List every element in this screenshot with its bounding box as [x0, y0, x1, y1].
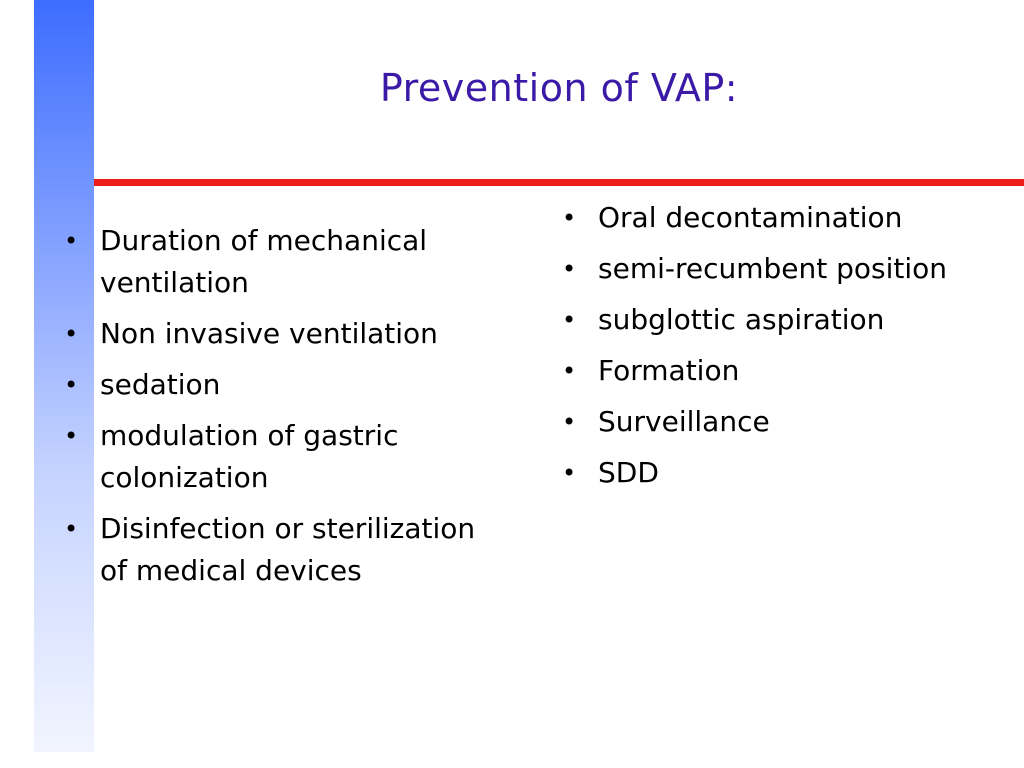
list-item-text: Oral decontamination: [598, 201, 903, 234]
bullet-icon: •: [562, 408, 577, 436]
list-item: [556, 248, 1011, 290]
list-item-text: Duration of mechanical ventilation: [100, 224, 428, 299]
list-item-text: semi-recumbent position: [598, 252, 948, 285]
list-item-text: subglottic aspiration: [598, 303, 885, 336]
list-item: [58, 220, 508, 304]
list-item-text: modulation of gastric colonization: [100, 419, 399, 494]
list-item-text: SDD: [598, 456, 659, 489]
right-bullet-list: [556, 197, 1011, 503]
bullet-icon: •: [562, 459, 577, 487]
list-item: [58, 508, 508, 592]
bullet-icon: •: [64, 515, 79, 543]
list-item: [556, 299, 1011, 341]
list-item: [556, 401, 1011, 443]
left-bullet-list: [58, 220, 508, 601]
list-item: [58, 313, 508, 355]
list-item: [58, 415, 508, 499]
bullet-icon: •: [562, 255, 577, 283]
title-divider: [94, 179, 1024, 186]
bullet-icon: •: [64, 371, 79, 399]
slide-title: Prevention of VAP:: [379, 66, 739, 110]
bullet-icon: •: [64, 320, 79, 348]
list-item: [556, 452, 1011, 494]
list-item: [556, 197, 1011, 239]
list-item-text: sedation: [100, 368, 221, 401]
list-item: [556, 350, 1011, 392]
bullet-icon: •: [562, 204, 577, 232]
list-item: [58, 364, 508, 406]
bullet-icon: •: [64, 422, 79, 450]
list-item-text: Disinfection or sterilization of medical devices: [100, 512, 476, 587]
list-item-text: Formation: [598, 354, 740, 387]
list-item-text: Surveillance: [598, 405, 770, 438]
bullet-icon: •: [562, 306, 577, 334]
bullet-icon: •: [64, 227, 79, 255]
bullet-icon: •: [562, 357, 577, 385]
list-item-text: Non invasive ventilation: [100, 317, 438, 350]
